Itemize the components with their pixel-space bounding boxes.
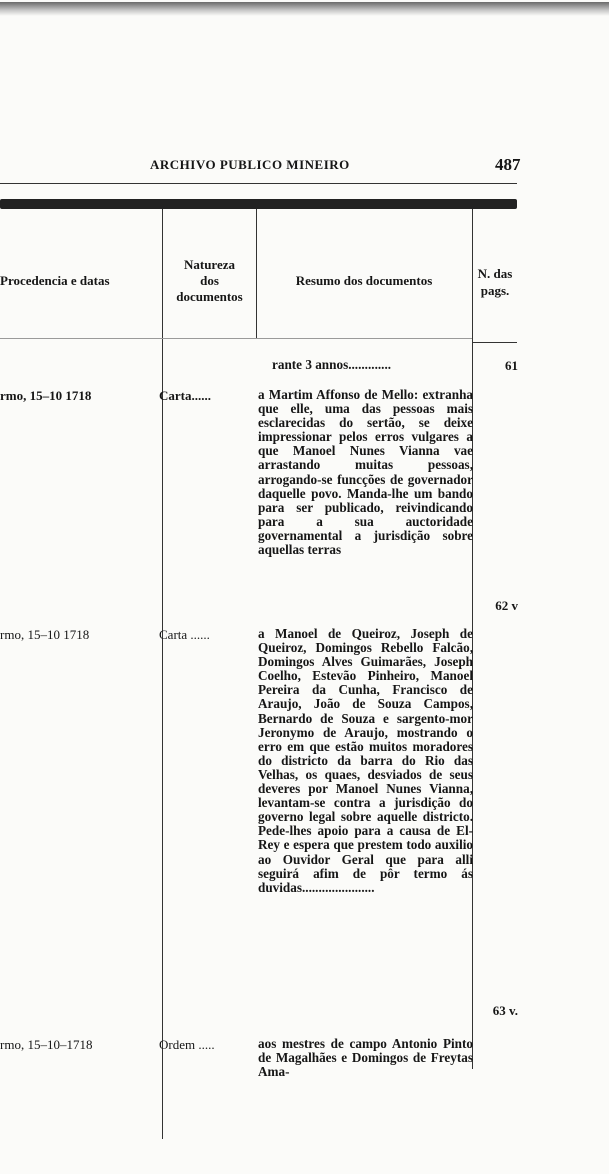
table-top-rule bbox=[0, 199, 517, 209]
column-divider-natureza bbox=[162, 209, 163, 1139]
pags-column-rule bbox=[473, 342, 517, 343]
column-header-natureza-line: dos bbox=[200, 273, 219, 288]
column-header-pags bbox=[473, 265, 517, 299]
running-head bbox=[0, 157, 609, 179]
document-type: Ordem ..... bbox=[159, 1037, 215, 1052]
column-header-procedencia: Procedencia e datas bbox=[0, 273, 110, 288]
origin-date: rmo, 15–10–1718 bbox=[0, 1037, 93, 1052]
page-ref: 62 v bbox=[495, 598, 518, 613]
document-type: Carta...... bbox=[159, 388, 211, 403]
document-type: Carta ...... bbox=[159, 627, 210, 642]
page-number: 487 bbox=[495, 155, 521, 174]
header-bottom-rule bbox=[0, 338, 472, 339]
summary-continuation: rante 3 annos............. bbox=[272, 357, 392, 372]
origin-date: rmo, 15–10 1718 bbox=[0, 627, 90, 642]
document-summary: aos mestres de campo Antonio Pinto de Magalhães e Domingos de Freytas Ama- bbox=[258, 1036, 473, 1080]
scan-edge-shadow bbox=[0, 2, 609, 16]
column-header-natureza-line: Natureza bbox=[183, 257, 236, 272]
column-header-natureza bbox=[163, 257, 256, 305]
column-header-resumo: Resumo dos documentos bbox=[295, 273, 433, 288]
document-summary: a Manoel de Queiroz, Joseph de Queiroz, Domingos Rebello Falcão, Domingos Alves Guimarães, Joseph Coelho, Estevão Pinheiro, Manoel Pereira da Cunha, Francisco de Araujo, João de Souza Campos, Bernardo de Souza e sargento-mor Jeronymo de Araujo, mostrando o erro em que estão muitos moradores do districto da barra do Rio das Velhas, os quaes, desviados de seus deveres por Manoel Nunes Vianna, levantam-se contra a jurisdição do governo legal sobre aquelle districto. Pede-lhes apoio para a causa de El-Rey e espera que prestem todo auxilio ao Ouvidor Geral que para alli seguirá afim de pôr termo ás duvidas...................... bbox=[258, 626, 473, 895]
document-summary: a Martim Affonso de Mello: extranha que elle, uma das pessoas mais esclarecidas do sertão, se deixe impressionar pelos erros vulgares a que Manoel Nunes Vianna vae arrastando muitas pessoas, arrogando-se funcções de governador daquelle povo. Manda-lhe um bando para ser publicado, reivindicando para a sua auctoridade governamental a jurisdição sobre aquellas terras bbox=[258, 387, 473, 558]
header-rule bbox=[0, 183, 517, 184]
column-header-pags-line: N. das bbox=[477, 266, 513, 281]
page-ref: 63 v. bbox=[492, 1003, 518, 1018]
column-divider-resumo bbox=[256, 209, 257, 339]
column-header-pags-line: pags. bbox=[480, 283, 510, 298]
origin-date: rmo, 15–10 1718 bbox=[0, 388, 92, 403]
running-head-title: ARCHIVO PUBLICO MINEIRO bbox=[150, 157, 350, 172]
column-header-natureza-line: documentos bbox=[176, 289, 243, 304]
page-ref: 61 bbox=[505, 358, 518, 373]
